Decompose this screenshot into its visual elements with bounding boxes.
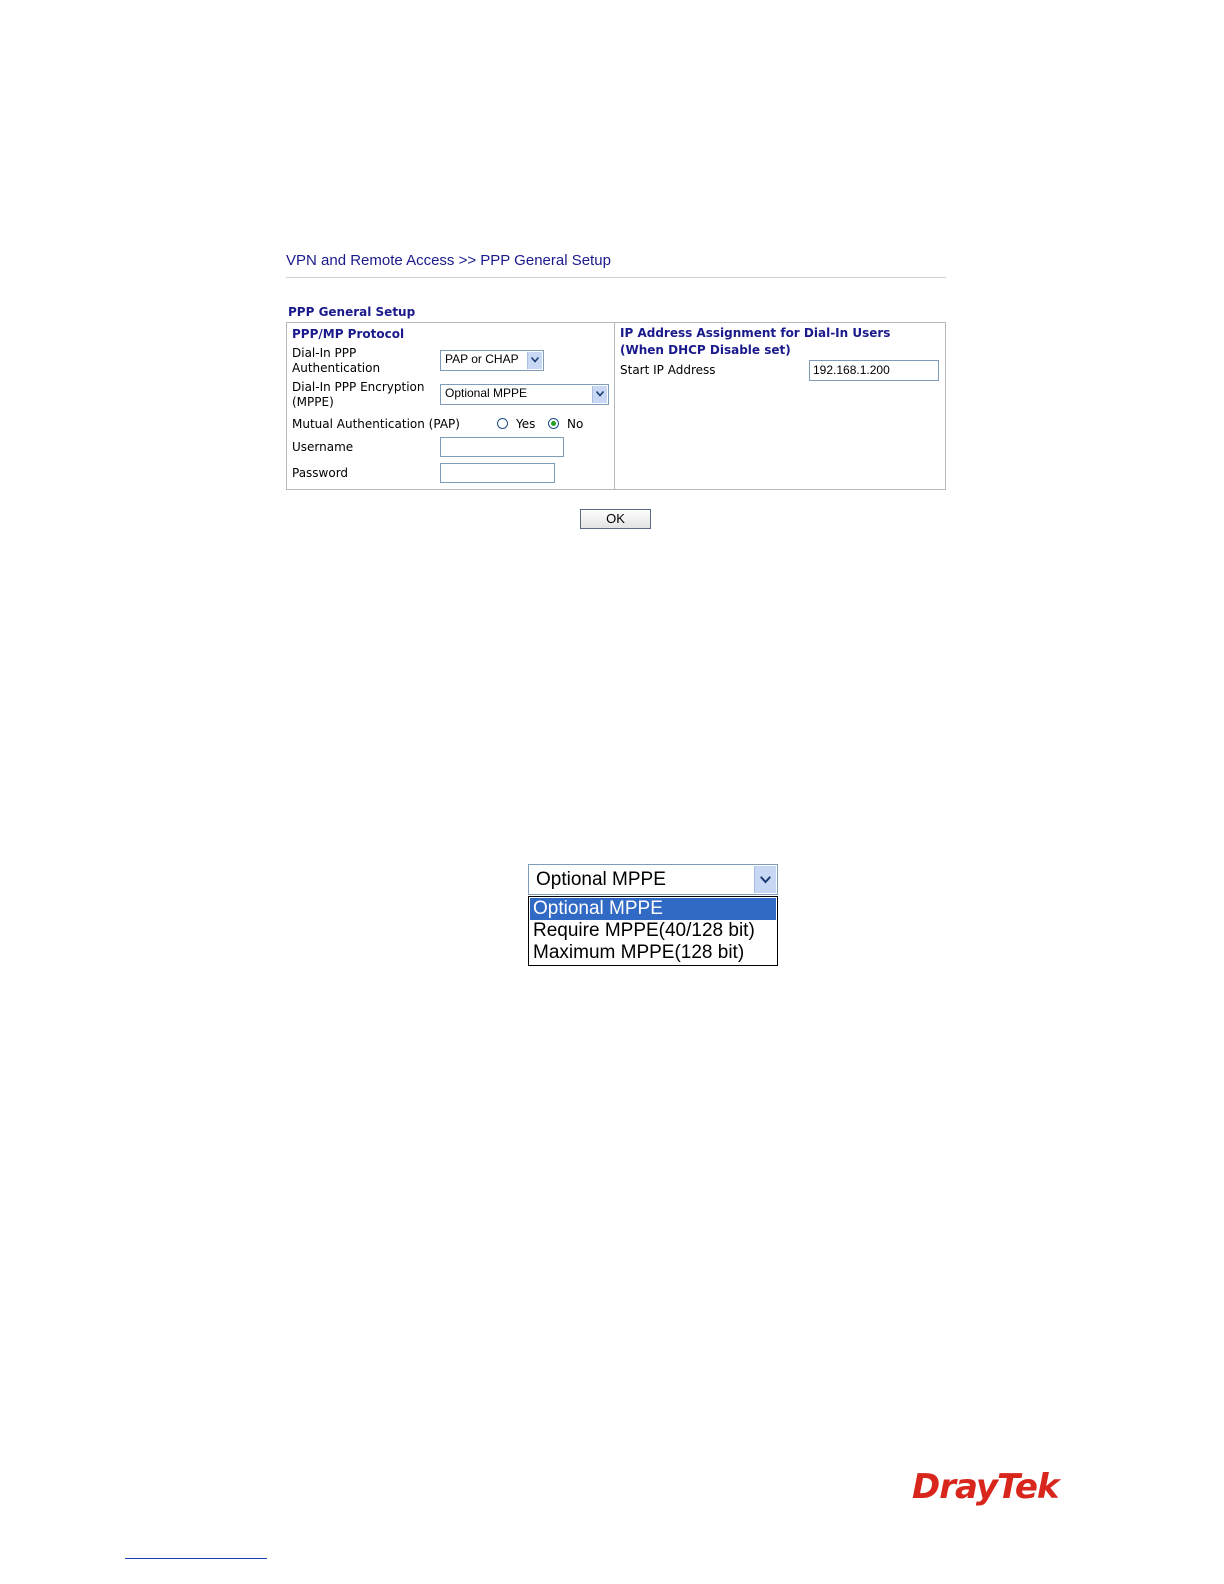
- username-label: Username: [292, 440, 354, 454]
- password-input[interactable]: [440, 463, 555, 483]
- encryption-select-value: Optional MPPE: [445, 386, 528, 400]
- option-optional-mppe[interactable]: Optional MPPE: [530, 898, 776, 920]
- footer-link-underline: [125, 1558, 267, 1559]
- auth-select-value: PAP or CHAP: [445, 352, 519, 366]
- ip-assignment-heading-line1: IP Address Assignment for Dial-In Users: [620, 326, 891, 340]
- breadcrumb-divider: [286, 277, 946, 278]
- auth-label-line2: Authentication: [292, 361, 381, 375]
- enc-label-line2: (MPPE): [292, 395, 334, 409]
- section-title: PPP General Setup: [288, 305, 416, 319]
- auth-select[interactable]: [440, 350, 544, 371]
- encryption-options-list: [528, 896, 778, 966]
- mutual-auth-no-radio[interactable]: [548, 418, 559, 429]
- chevron-down-icon[interactable]: [592, 386, 607, 403]
- mutual-auth-label: Mutual Authentication (PAP): [292, 417, 460, 431]
- encryption-dropdown-expanded[interactable]: [528, 864, 778, 895]
- option-maximum-mppe[interactable]: Maximum MPPE(128 bit): [533, 942, 745, 963]
- start-ip-label: Start IP Address: [620, 363, 716, 377]
- ppp-mp-protocol-heading: PPP/MP Protocol: [292, 327, 405, 341]
- start-ip-input[interactable]: 192.168.1.200: [809, 360, 939, 381]
- option-require-mppe[interactable]: Require MPPE(40/128 bit): [533, 920, 755, 941]
- mutual-auth-yes-radio[interactable]: [497, 418, 508, 429]
- encryption-select[interactable]: [440, 384, 609, 405]
- ppp-setup-table: [286, 322, 946, 490]
- encryption-dropdown-value: Optional MPPE: [536, 869, 666, 890]
- enc-label-line1: Dial-In PPP Encryption: [292, 380, 425, 394]
- auth-label-line1: Dial-In PPP: [292, 346, 357, 360]
- column-divider: [614, 322, 615, 490]
- ip-assignment-heading-line2: (When DHCP Disable set): [620, 343, 791, 357]
- chevron-down-icon[interactable]: [527, 352, 542, 369]
- ok-button[interactable]: OK: [580, 509, 651, 529]
- password-label: Password: [292, 466, 349, 480]
- username-input[interactable]: [440, 437, 564, 457]
- mutual-auth-no-label: No: [567, 417, 584, 431]
- draytek-logo: DrayTek: [912, 1467, 1059, 1507]
- mutual-auth-yes-label: Yes: [516, 417, 536, 431]
- chevron-down-icon[interactable]: [754, 866, 776, 893]
- breadcrumb: VPN and Remote Access >> PPP General Setup: [286, 252, 611, 269]
